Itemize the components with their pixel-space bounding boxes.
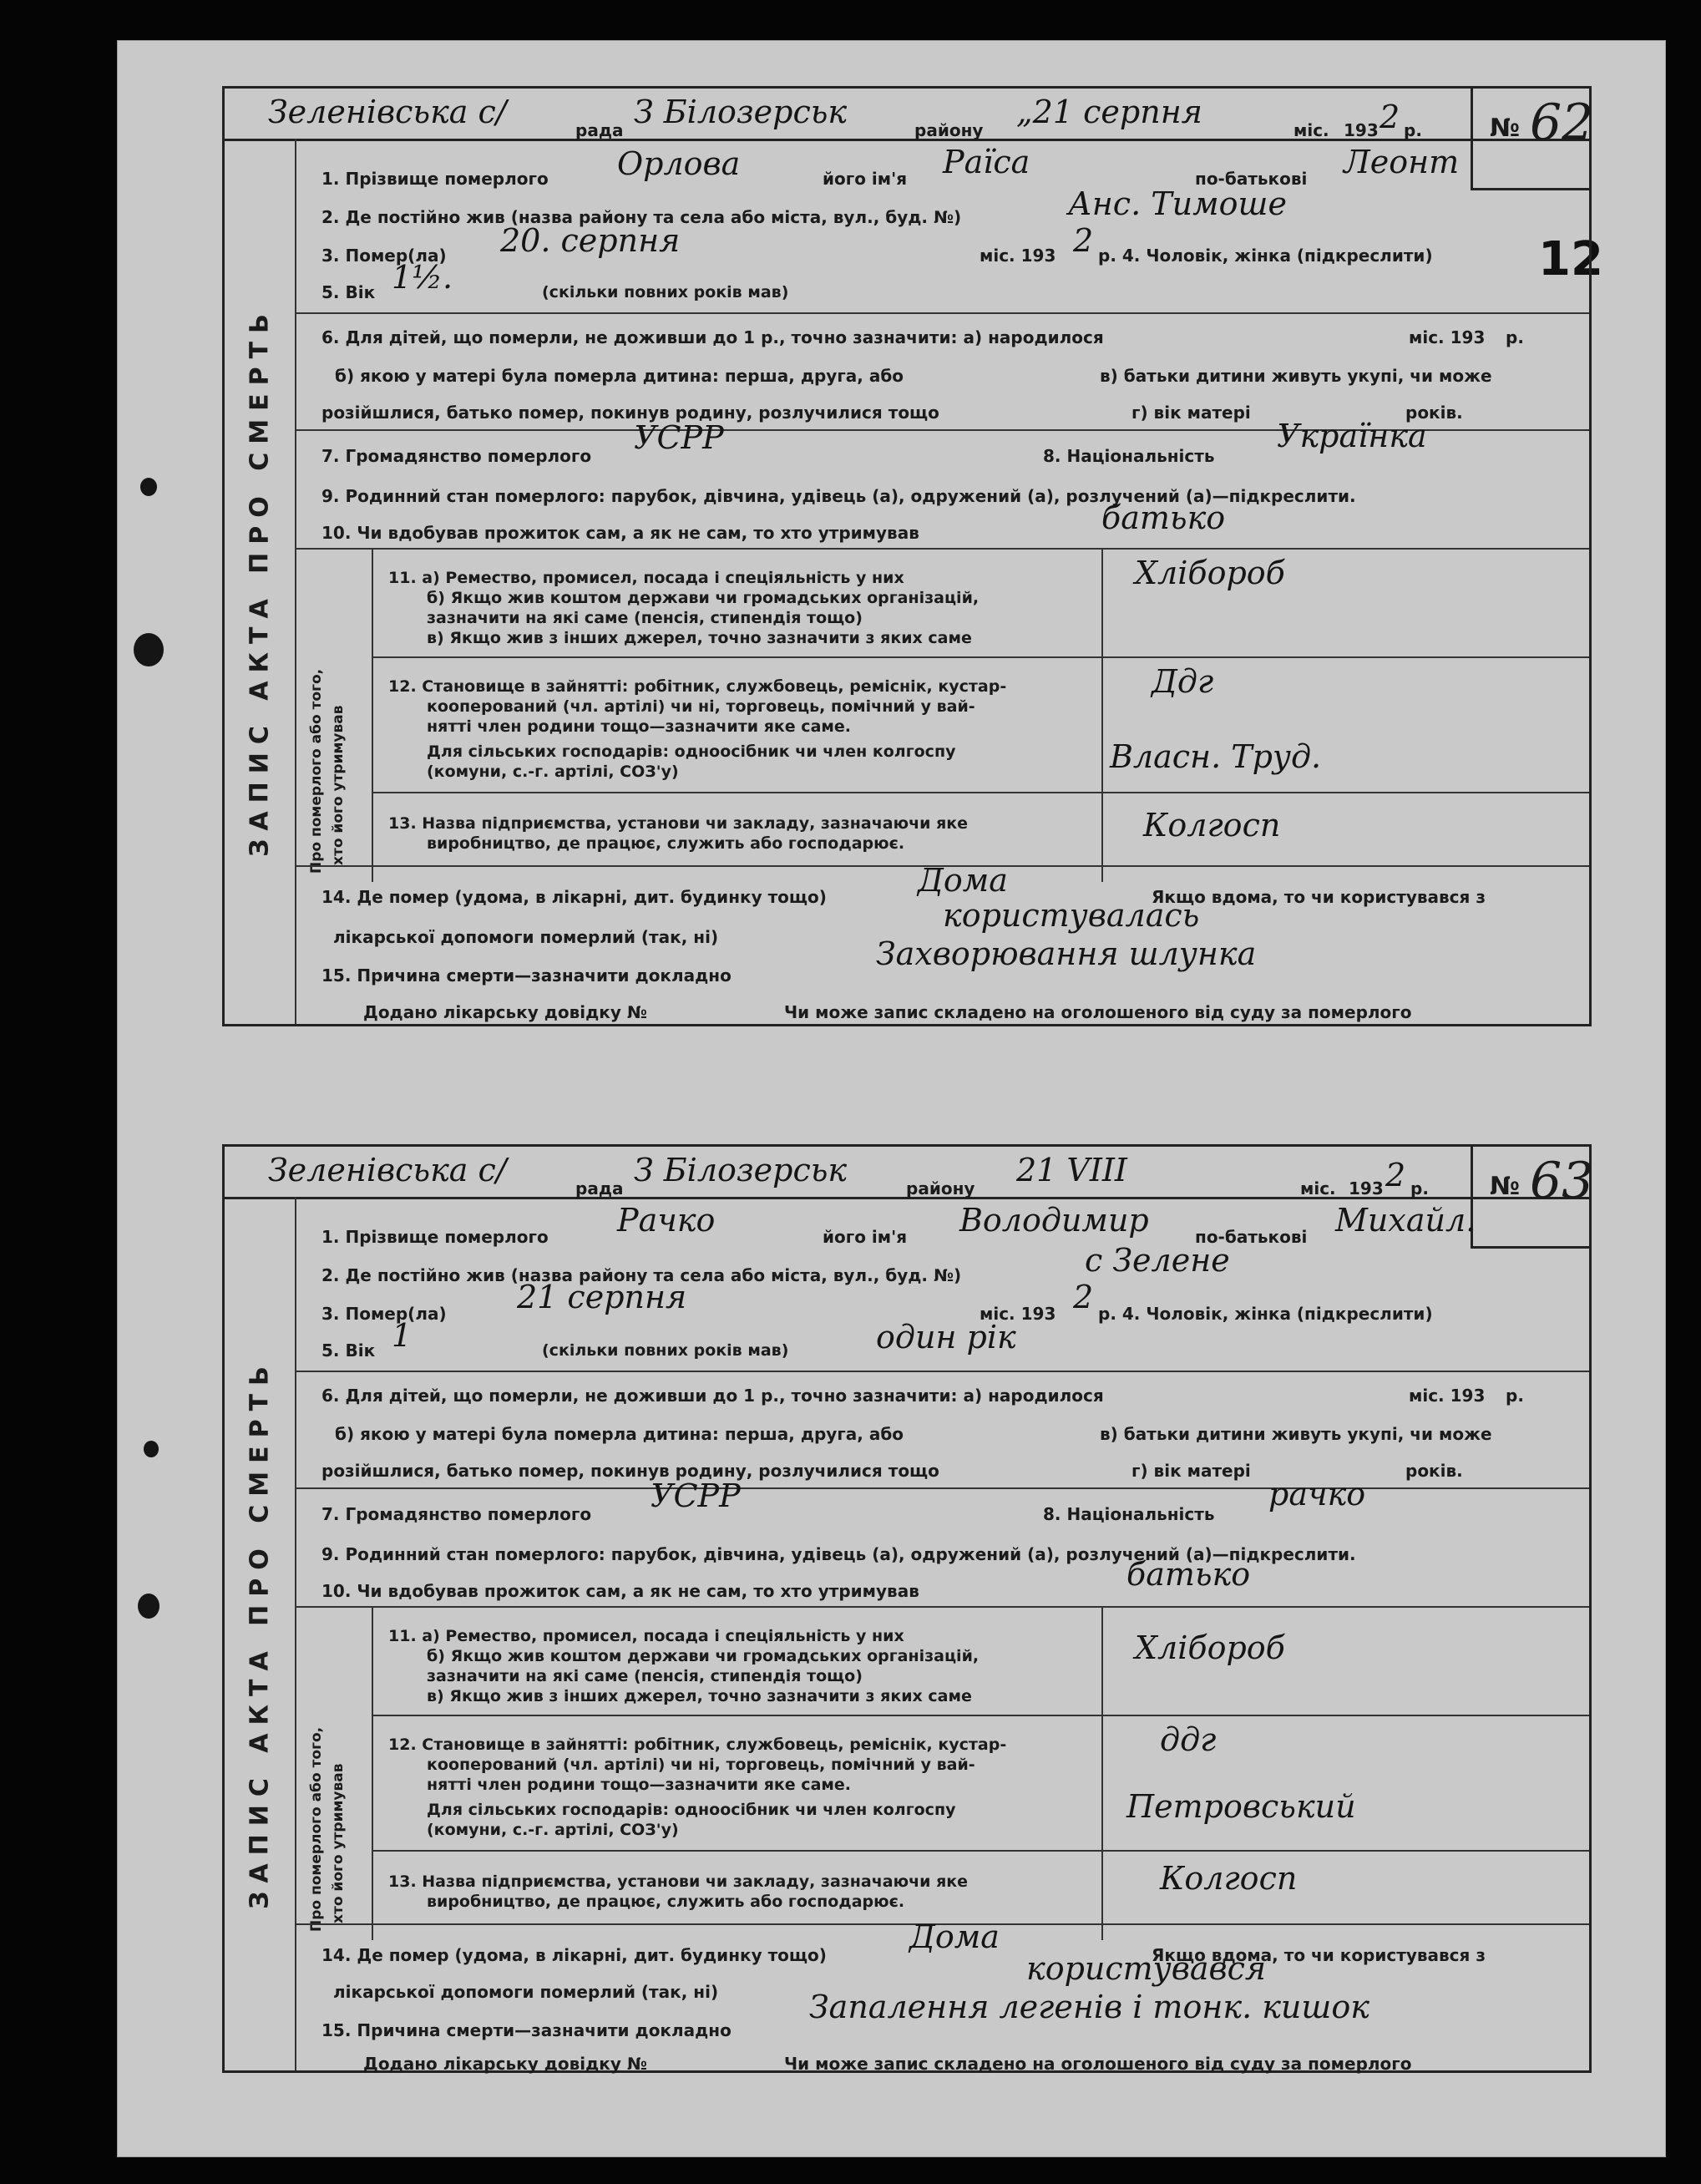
label-child-born-r: р. [1506,1386,1524,1406]
label-raionu: району [906,1178,975,1198]
label-marital: 9. Родинний стан померлого: парубок, дівчина, удівець (а), одружений (а), розлучений (а)—підкреслити. [321,1544,1356,1564]
label-position-3: нятті член родини тощо—зазначити яке саме. [427,717,852,736]
divider [1101,548,1103,882]
label-occupation-4: в) Якщо жив з інших джерел, точно зазначити з яких саме [427,1687,972,1705]
label-child-order: б) якою у матері була померла дитина: перша, друга, або [335,1424,904,1444]
label-surname: 1. Прізвище померлого [321,1227,549,1247]
workplace-value: Колгосп [1143,807,1281,844]
record-number-box [1471,1147,1594,1249]
label-certificate: Додано лікарську довідку № [363,2054,647,2074]
label-age-note: (скільки повних років мав) [542,283,789,302]
label-position-2: кооперований (чл. артілі) чи ні, торговець, помічний у вай- [427,697,975,716]
supporter-value: батько [1101,499,1226,536]
year-digit: 2 [1385,1157,1406,1193]
label-child-born: 6. Для дітей, що померли, не доживши до 1 р., точно зазначити: а) народилося [321,327,1104,347]
label-died: 3. Помер(ла) [321,1304,447,1324]
label-child-order: б) якою у матері була померла дитина: перша, друга, або [335,366,904,386]
label-child-born: 6. Для дітей, що померли, не доживши до 1 р., точно зазначити: а) народилося [321,1386,1104,1406]
patronymic-value: Михайл. [1335,1202,1476,1239]
label-court: Чи може запис складено на оголошеного від суду за померлого [784,2054,1412,2074]
label-workplace-1: 13. Назва підприємства, установи чи закладу, зазначаючи яке [388,1872,969,1891]
age-value: 1½. [392,259,453,296]
punch-hole [134,633,164,666]
label-position-2: кооперований (чл. артілі) чи ні, торговець, помічний у вай- [427,1756,975,1774]
header-rule [225,139,1589,141]
place-of-death-value: Дома [909,1918,1000,1955]
residence-value: с Зелене [1085,1242,1230,1279]
position-value-1: Ддг [1152,663,1214,700]
divider [1101,1606,1103,1940]
divider [372,1850,1589,1852]
label-rada: рада [575,120,624,140]
label-nationality: 8. Національність [1043,1504,1215,1524]
label-age: 5. Вік [321,1340,376,1361]
label-occupation-3: зазначити на які саме (пенсія, стипендія тощо) [427,609,863,627]
punch-hole [144,1441,159,1457]
label-residence: 2. Де постійно жив (назва району та села або міста, вул., буд. №) [321,207,962,227]
label-mis: міс. [1300,1178,1336,1198]
punch-hole [138,1594,159,1619]
label-r: р. [1410,1178,1429,1198]
label-occupation-2: б) Якщо жив коштом держави чи громадських організацій, [427,1647,980,1665]
death-year-digit: 2 [1073,1279,1094,1315]
divider [372,1715,1589,1716]
label-workplace-2: виробництво, де працює, служить або господарює. [427,1893,905,1911]
label-occupation-1: 11. а) Ремество, промисел, посада і спеціяльність у них [388,569,904,587]
label-died: 3. Помер(ла) [321,246,447,266]
side-subtitle-1: Про померлого або того, [308,1726,325,1932]
label-raionu: району [914,120,984,140]
divider [372,792,1589,793]
record-side-title: ЗАПИС АКТА ПРО СМЕРТЬ [225,139,296,1024]
place-of-death-value: Дома [918,862,1008,899]
medical-help-value: користувалась [943,897,1200,934]
label-sex: р. 4. Чоловік, жінка (підкреслити) [1098,1304,1433,1324]
label-medical-help: лікарської допомоги померлий (так, ні) [333,1982,719,2002]
label-age-note: (скільки повних років мав) [542,1341,789,1360]
label-mother-age: г) вік матері [1131,1461,1251,1481]
label-supporter: 10. Чи вдобував прожиток сам, а як не сам, то хто утримував [321,1581,919,1601]
number-prefix: № [1490,1172,1521,1201]
name-value: Володимир [959,1202,1149,1239]
label-death-month: міс. 193 [980,1304,1056,1324]
label-patronymic: по-батькові [1195,1227,1308,1247]
label-name: його ім'я [823,169,908,189]
label-years: років. [1405,403,1463,423]
position-value-1: ддг [1160,1721,1217,1758]
label-home-help: Якщо вдома, то чи користувався з [1152,887,1486,907]
year-digit: 2 [1380,99,1400,135]
death-record-62 [222,86,1592,1026]
label-patronymic: по-батькові [1195,169,1308,189]
label-years: років. [1405,1461,1463,1481]
label-position-1: 12. Становище в зайнятті: робітник, службовець, реміснік, кустар- [388,1736,1007,1754]
label-parents: в) батьки дитини живуть укупі, чи може [1100,1424,1492,1444]
position-value-2: Власн. Труд. [1110,738,1322,775]
surname-value: Рачко [617,1202,716,1239]
death-day-value: 21 серпня [517,1279,687,1315]
divider [295,1606,1589,1608]
divider [295,312,1589,314]
position-value-2: Петровський [1126,1788,1356,1825]
divider [295,1371,1589,1372]
label-position-3: нятті член родини тощо—зазначити яке саме. [427,1776,852,1794]
nationality-value: Українка [1277,418,1427,454]
label-parents: в) батьки дитини живуть укупі, чи може [1100,366,1492,386]
label-mis: міс. [1293,120,1329,140]
label-sex: р. 4. Чоловік, жінка (підкреслити) [1098,246,1433,266]
record-side-title: ЗАПИС АКТА ПРО СМЕРТЬ [225,1197,296,2070]
cause-value: Захворювання шлунка [876,935,1257,972]
supporter-value: батько [1126,1556,1251,1593]
label-year: 193 [1349,1178,1384,1198]
label-death-month: міс. 193 [980,246,1056,266]
label-nationality: 8. Національність [1043,446,1215,466]
label-age: 5. Вік [321,282,376,302]
record-number: 62 [1530,94,1594,152]
side-subtitle-2: хто його утримував [330,1763,347,1923]
label-certificate: Додано лікарську довідку № [363,1002,647,1022]
label-citizenship: 7. Громадянство померлого [321,446,592,466]
residence-value: Анс. Тимоше [1068,185,1287,222]
label-name: його ім'я [823,1227,908,1247]
side-subtitle-1: Про померлого або того, [308,668,325,874]
label-occupation-2: б) Якщо жив коштом держави чи громадських організацій, [427,589,980,607]
label-position-5: (комуни, с.-г. артілі, СОЗ'у) [427,1821,679,1839]
label-mother-age: г) вік матері [1131,403,1251,423]
side-subtitle-2: хто його утримував [330,705,347,865]
label-r: р. [1404,120,1422,140]
label-medical-help: лікарської допомоги померлий (так, ні) [333,927,719,947]
record-number: 63 [1530,1152,1594,1210]
punch-hole [140,478,157,496]
label-citizenship: 7. Громадянство померлого [321,1504,592,1524]
village-council: Зеленівська с/ [268,1152,507,1188]
label-parents-2: розійшлися, батько помер, покинув родину, розлучилися тощо [321,403,939,423]
raion-name: З Білозерськ [634,94,848,130]
divider [372,548,373,882]
label-residence: 2. Де постійно жив (назва району та села або міста, вул., буд. №) [321,1265,962,1285]
label-workplace-2: виробництво, де працює, служить або господарює. [427,834,905,853]
label-marital: 9. Родинний стан померлого: парубок, дівчина, удівець (а), одружений (а), розлучений (а)—підкреслити. [321,486,1356,506]
label-court: Чи може запис складено на оголошеного від суду за померлого [784,1002,1412,1022]
label-cause: 15. Причина смерти—зазначити докладно [321,965,732,986]
label-child-born-month: міс. 193 [1409,327,1486,347]
label-occupation-4: в) Якщо жив з інших джерел, точно зазначити з яких саме [427,629,972,647]
label-position-5: (комуни, с.-г. артілі, СОЗ'у) [427,763,679,781]
label-occupation-1: 11. а) Ремество, промисел, посада і спеціяльність у них [388,1627,904,1645]
patronymic-value: Леонт [1344,144,1460,180]
divider [295,548,1589,550]
age-note-value: один рік [876,1319,1016,1355]
label-cause: 15. Причина смерти—зазначити докладно [321,2020,732,2040]
label-position-4: Для сільських господарів: одноосібник чи член колгоспу [427,1801,956,1819]
death-day-value: 20. серпня [500,222,681,259]
label-year: 193 [1344,120,1379,140]
cause-value: Запалення легенів і тонк. кишок [809,1989,1369,2025]
label-place-of-death: 14. Де помер (удома, в лікарні, дит. будинку тощо) [321,887,827,907]
label-child-born-month: міс. 193 [1409,1386,1486,1406]
label-workplace-1: 13. Назва підприємства, установи чи закладу, зазначаючи яке [388,814,969,833]
occupation-value: Хлібороб [1135,1629,1285,1666]
divider [372,1606,373,1940]
divider [295,1487,1589,1489]
village-council: Зеленівська с/ [268,94,507,130]
raion-name: З Білозерськ [634,1152,848,1188]
citizenship-value: УСРР [634,419,724,456]
label-place-of-death: 14. Де помер (удома, в лікарні, дит. будинку тощо) [321,1945,827,1965]
record-date: 21 VIII [1016,1152,1127,1188]
surname-value: Орлова [617,145,741,182]
label-position-4: Для сільських господарів: одноосібник чи член колгоспу [427,742,956,761]
label-occupation-3: зазначити на які саме (пенсія, стипендія тощо) [427,1667,863,1685]
number-prefix: № [1490,114,1521,143]
margin-note: 12 [1538,232,1603,286]
age-value: 1 [392,1317,413,1354]
name-value: Раїса [943,144,1030,180]
workplace-value: Колгосп [1160,1860,1298,1897]
label-surname: 1. Прізвище померлого [321,169,549,189]
citizenship-value: УСРР [651,1477,741,1514]
label-child-born-r: р. [1506,327,1524,347]
label-home-help: Якщо вдома, то чи користувався з [1152,1945,1486,1965]
divider [372,656,1589,658]
label-supporter: 10. Чи вдобував прожиток сам, а як не сам, то хто утримував [321,523,919,543]
label-parents-2: розійшлися, батько помер, покинув родину, розлучилися тощо [321,1461,939,1481]
record-number-box [1471,89,1594,190]
death-year-digit: 2 [1073,222,1094,259]
medical-help-value: користувався [1026,1950,1267,1987]
occupation-value: Хлібороб [1135,555,1285,591]
record-date: „21 серпня [1016,94,1202,130]
label-rada: рада [575,1178,624,1198]
death-record-63 [222,1144,1592,2073]
label-position-1: 12. Становище в зайнятті: робітник, службовець, реміснік, кустар- [388,677,1007,696]
nationality-value: рачко [1268,1476,1366,1513]
